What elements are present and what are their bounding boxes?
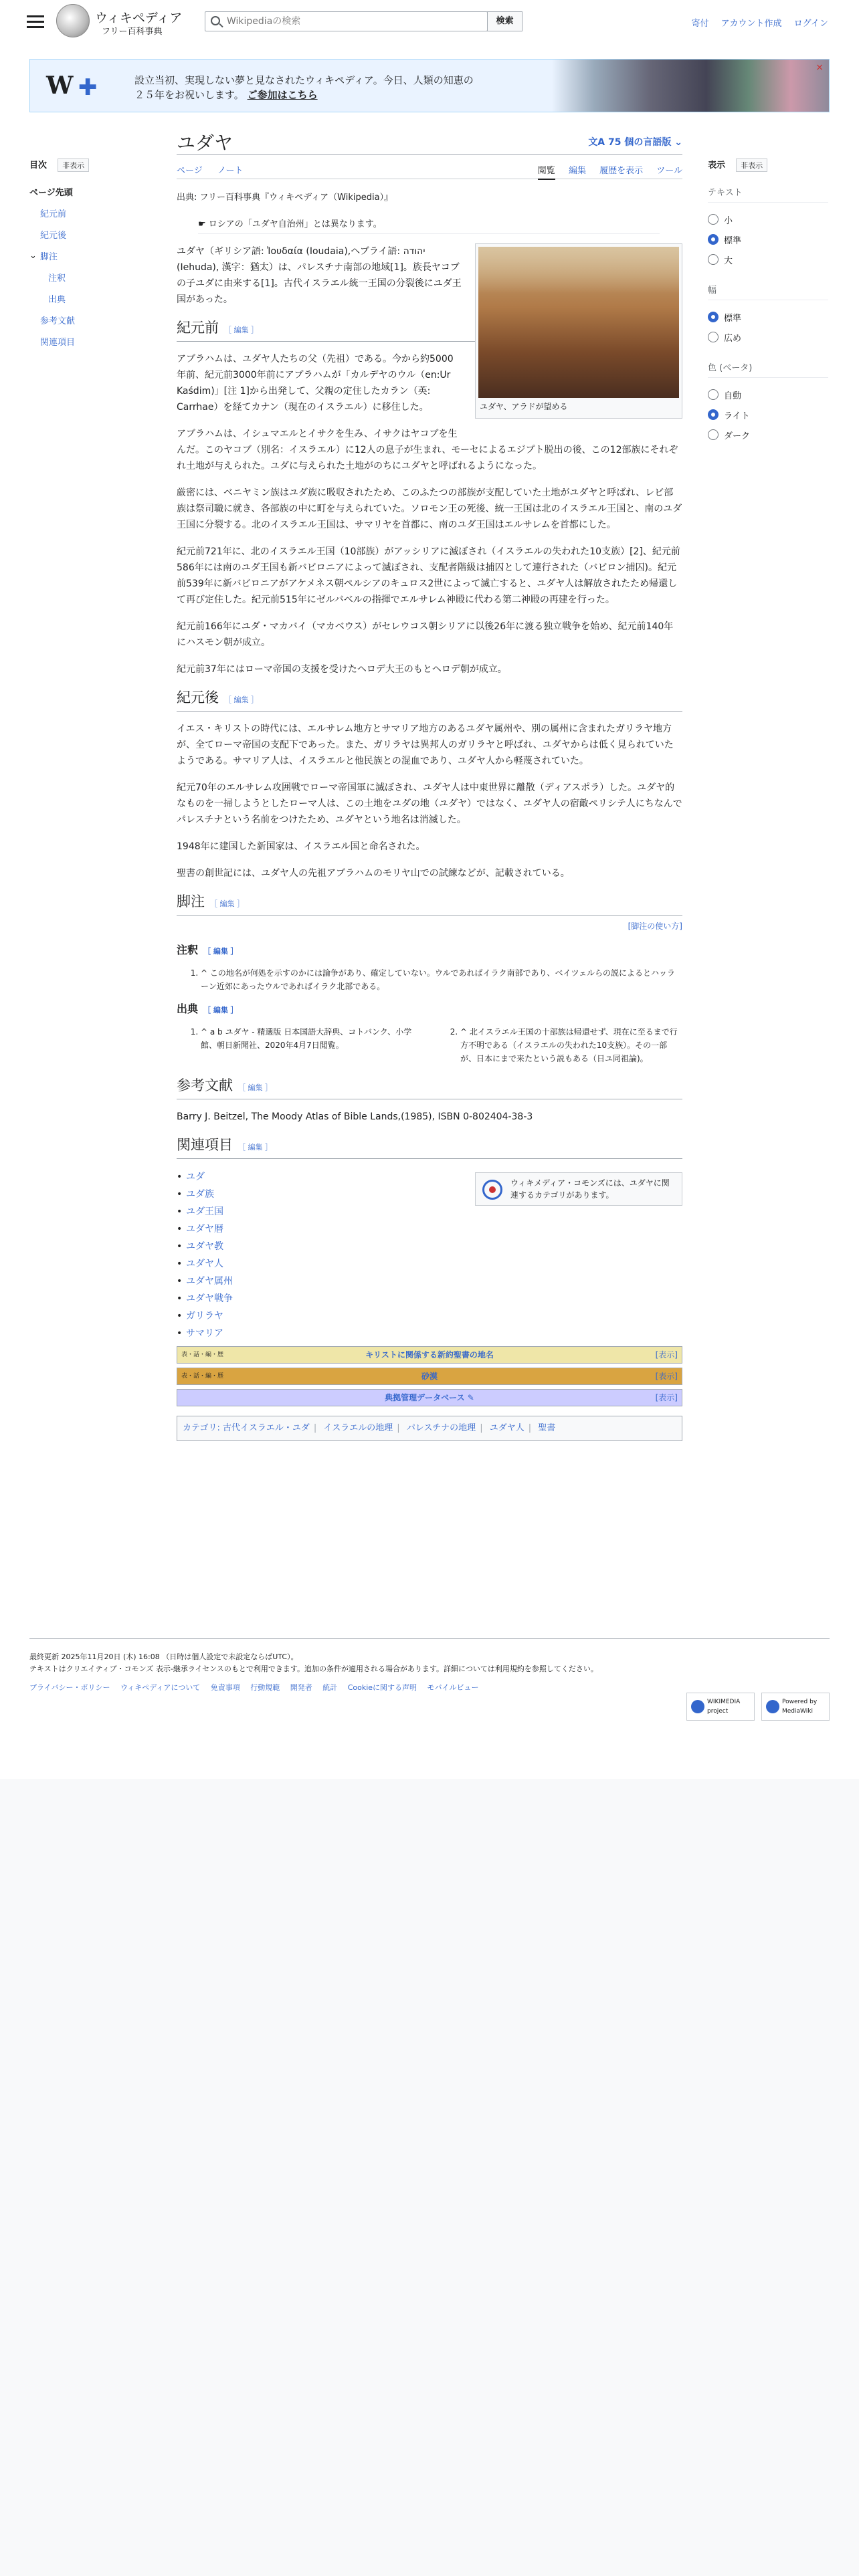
tab-talk[interactable]: ノート [217,166,244,176]
title-bar [177,126,682,155]
toc-item-literature[interactable]: 参考文献 [40,316,76,326]
section-title: 脚注 [177,893,205,909]
subsection-heading [177,1001,682,1018]
article-body [177,243,682,1441]
search-input[interactable] [227,15,481,28]
category-link[interactable]: ユダヤ人 [489,1423,524,1433]
literature-item: Barry J. Beitzel, The Moody Atlas of Bible Lands,(1985), ISBN 0-802404-38-3 [177,1111,533,1122]
category-link[interactable]: 聖書 [538,1423,556,1433]
toc-title: 目次 [29,160,47,171]
login-link[interactable]: ログイン [793,19,828,29]
tab-edit[interactable]: 編集 [568,166,586,176]
wikimedia-badge[interactable]: WIKIMEDIA project [686,1693,755,1721]
page-title: ユダヤ [177,132,233,154]
navbox-title[interactable]: 砂漠 [421,1372,438,1381]
create-account-link[interactable]: アカウント作成 [721,19,782,29]
subsection-title: 出典 [177,1002,199,1015]
related-item[interactable]: • ユダヤ教 [177,1238,682,1255]
radio-icon[interactable] [708,429,719,440]
mediawiki-badge[interactable]: Powered by MediaWiki [761,1693,830,1721]
section-title: 参考文献 [177,1077,233,1093]
radio-option[interactable] [708,385,828,405]
edit-section-link[interactable]: ［ 編集 ］ [224,695,258,704]
divider: | [397,1423,400,1433]
navbox-show-button[interactable]: [表示] [655,1393,678,1402]
from-line: 出典: フリー百科事典『ウィキペディア（Wikipedia）』 [177,193,393,203]
navbox-show-button[interactable]: [表示] [655,1372,678,1381]
radio-label: ダーク [724,431,751,441]
radio-label: 大 [724,255,733,266]
banner-text [134,73,482,102]
language-button[interactable]: 文A 75 個の言語版 ⌄ [588,137,682,148]
toc-item-notes-label[interactable]: 脚注 [40,252,58,262]
tab-history[interactable]: 履歴を表示 [599,166,644,176]
navbox-vte[interactable]: 表・話・編・歴 [181,1352,224,1358]
donate-link[interactable]: 寄付 [691,19,709,29]
source-item: 1. ^ a b ユダヤ - 精選版 日本国語大辞典、コトバンク、小学館、朝日新聞社、2020年4月7日閲覧。 [201,1025,423,1052]
radio-option[interactable] [708,327,828,347]
text-size-group [708,185,828,270]
translate-icon: 文A [588,137,609,148]
radio-icon[interactable] [708,389,719,400]
related-item[interactable]: • ユダヤ属州 [177,1273,682,1290]
logo-title[interactable]: ウィキペディア [95,11,183,25]
toc-item-top[interactable]: ページ先頭 [29,188,73,198]
category-link[interactable]: 古代イスラエル・ユダ [223,1423,310,1433]
footer-link[interactable]: モバイルビュー [427,1683,479,1692]
footer-link[interactable]: ウィキペディアについて [120,1683,201,1692]
categories-label[interactable]: カテゴリ: [183,1423,220,1433]
section-title: 紀元前 [177,320,219,336]
divider: | [313,1423,317,1433]
tab-page[interactable]: ページ [177,166,203,176]
sources-list [177,1025,682,1065]
navbox-show-button[interactable]: [表示] [655,1350,678,1360]
radio-label: ライト [724,411,750,421]
related-list [177,1168,682,1342]
thumbnail-figure[interactable] [475,243,682,419]
category-box [177,1416,682,1441]
banner-cta-link[interactable]: ご参加はこちら [247,89,318,101]
radio-selected-icon[interactable] [708,409,719,420]
navbox-title[interactable]: 典拠管理データベース ✎ [385,1393,474,1402]
related-item[interactable]: • ユダ族 [177,1186,682,1203]
category-link[interactable]: イスラエルの地理 [323,1423,393,1433]
subsection-heading [177,942,682,960]
edit-section-link[interactable]: ［ 編集 ］ [238,1083,272,1092]
license-text: テキストはクリエイティブ・コモンズ 表示-継承ライセンスのもとで利用できます。追加の条件が適用される場合があります。詳細については利用規約を参照してください。 [29,1665,598,1673]
tab-read[interactable]: 閲覧 [538,166,555,180]
edit-section-link[interactable]: ［ 編集 ］ [210,899,244,908]
search-button[interactable]: 検索 [487,11,522,31]
radio-option[interactable] [708,425,828,445]
paragraph: アブラハムは、ユダヤ人たちの父（先祖）である。今から約5000年前、紀元前3000年前にアブラハムが「カルデヤのウル（en:Ur Kaśdim)」[注 1]から出発して、父親の定住したカラン（英: Carrhae）を経てカナン（現在のイスラエル）に移住した。 [177,354,454,413]
radio-option[interactable] [708,307,828,327]
radio-option[interactable] [708,249,828,270]
banner-puzzle-image [552,60,830,112]
related-item[interactable]: • サマリア [177,1325,682,1342]
navbox-desert[interactable] [177,1368,682,1385]
appearance-hide-button[interactable]: 非表示 [736,158,767,172]
radio-icon[interactable] [708,214,719,225]
divider: | [528,1423,532,1433]
page-footer [29,1638,830,1715]
intro-paragraph: ユダヤ（ギリシア語: Ἰουδαία (Ioudaia),ヘブライ語: יהודה (Iehuda), 漢字：猶太）は、パレスチナ南部の地域[1]。族長ヤコブの子ユダに由来する[1]。古代イスラエル統一王国の分裂後にユダ王国があった。 [177,246,462,305]
footnote-usage-label[interactable]: [脚注の使い方] [628,922,682,931]
edit-section-link[interactable]: ［ 編集 ］ [203,947,238,956]
related-item[interactable]: • ユダヤ戦争 [177,1290,682,1307]
footer-link[interactable]: プライバシー・ポリシー [29,1683,110,1692]
radio-label: 自動 [724,391,742,401]
search-icon [211,16,220,25]
footer-link[interactable]: 開発者 [290,1683,312,1692]
group-label: 幅 [708,283,828,300]
banner-message: 設立当初、実現しない夢と見なされたウィキペディア。今日、人類の知恵の２５年をお祝いします。 [134,74,474,101]
radio-option[interactable] [708,229,828,249]
radio-icon[interactable] [708,254,719,265]
navbox-nt-places[interactable] [177,1346,682,1364]
notes-list [177,966,682,993]
related-item[interactable]: • ユダヤ暦 [177,1220,682,1238]
paragraph: 紀元前166年にユダ・マカバイ（マカベウス）がセレウコス朝シリアに以後26年に渡る独立戦争を始め、紀元前140年にハスモン朝が成立。 [177,621,674,648]
logo-subtitle: フリー百科事典 [102,27,163,37]
edit-section-link[interactable]: ［ 編集 ］ [238,1143,272,1152]
radio-option[interactable] [708,209,828,229]
edit-section-link[interactable]: ［ 編集 ］ [224,326,258,334]
page-tabs [177,162,682,179]
last-updated: 最終更新 2025年11月20日 (木) 16:08 （日時は個人設定で未設定ならばUTC）。 [29,1652,298,1661]
table-of-contents [29,158,163,354]
width-group [708,283,828,347]
radio-selected-icon[interactable] [708,312,719,322]
toc-hide-button[interactable]: 非表示 [58,158,89,172]
language-count[interactable]: 75 個の言語版 [608,137,672,148]
appearance-title: 表示 [708,160,726,171]
related-item[interactable]: • ユダ [177,1168,682,1186]
radio-label: 広め [724,333,742,344]
main-menu-icon[interactable] [27,13,44,28]
toc-item-notes[interactable] [29,247,163,268]
search-box[interactable] [205,11,488,31]
navbox-vte[interactable]: 表・話・編・歴 [181,1373,224,1380]
toc-item-bc[interactable]: 紀元前 [40,209,67,219]
radio-label: 標準 [724,313,742,324]
section-heading [177,1137,682,1159]
radio-icon[interactable] [708,332,719,342]
footer-link[interactable]: 統計 [322,1683,338,1692]
radio-selected-icon[interactable] [708,234,719,245]
paragraph: 紀元前721年に、北のイスラエル王国（10部族）がアッシリアに滅ぼされ（イスラエルの失われた10支族）[2]、紀元前586年には南のユダ王国も新バビロニアによって滅ぼされ、支配者階級は捕囚として連行された（バビロン捕囚)。紀元前539年に新バビロニアがアケメネス朝ペルシアのキュロス2世によって滅亡すると、ユダヤ人は解放されたため帰還して再び定住した。紀元前515年にゼルバベルの指揮でエルサレム神殿に代わる第二神殿の再建を行った。 [177,546,680,605]
footer-link[interactable]: 行動規範 [250,1683,280,1692]
color-group [708,360,828,445]
section-title: 紀元後 [177,689,219,706]
section-heading [177,689,682,712]
toc-item-note-sub[interactable]: 注釈 [48,274,66,284]
section-title: 関連項目 [177,1137,233,1153]
group-label: テキスト [708,185,828,203]
thumbnail-image[interactable] [478,247,679,398]
subsection-title: 注釈 [177,944,199,956]
hatnote-text: ロシアの「ユダヤ自治州」とは異なります。 [208,219,382,229]
divider: | [480,1423,483,1433]
footer-link[interactable]: Cookieに関する声明 [347,1683,417,1692]
banner-close-icon[interactable]: × [816,62,824,73]
wikipedia-globe-icon[interactable] [56,4,90,37]
related-item[interactable]: • ユダヤ人 [177,1255,682,1273]
note-item: 1. ^ この地名が何処を示すのかには論争があり、確定していない。ウルであればイラク南部であり、ベイツェルらの説によるとハッラーン近郊にあったウルであればイラク北部である。 [201,966,682,993]
section-heading [177,1077,682,1099]
related-item[interactable]: • ユダ王国 [177,1203,682,1220]
paragraph: 紀元前37年にはローマ帝国の支援を受けたヘロデ大王のもとヘロデ朝が成立。 [177,664,507,675]
paragraph: 1948年に建国した新国家は、イスラエル国と命名された。 [177,841,425,852]
appearance-panel [708,158,828,445]
radio-label: 標準 [724,235,742,246]
related-item[interactable]: • ガリラヤ [177,1307,682,1325]
paragraph: 紀元70年のエルサレム攻囲戦でローマ帝国軍に滅ぼされ、ユダヤ人は中東世界に離散（ディアスポラ）した。ユダヤ的なものを一掃しようとしたローマ人は、この土地をユダの地（ユダヤ）ではなく、ユダヤ人の宿敵ペリシテ人にちなんでパレスチナという名前をつけたため、ユダヤという地名は消滅した。 [177,782,682,825]
wikipedia-25-logo: W [46,72,74,100]
paragraph: イエス・キリストの時代には、エルサレム地方とサマリア地方のあるユダヤ属州や、別の属州に含まれたガリラヤ地方が、全てローマ帝国の支配下であった。また、ガリラヤは異邦人のガリラヤと呼ばれ、ユダヤからは低く見られていたようである。サマリア人は、イスラエルと他民族との混血であり、ユダヤ人から軽蔑されていた。 [177,724,674,766]
fundraising-banner [29,59,830,112]
thumbnail-caption: ユダヤ、アラドが望める [480,402,568,411]
tab-tools[interactable]: ツール [656,166,682,176]
site-header [0,0,859,44]
navbox-title[interactable]: キリストに関係する新約聖書の地名 [365,1350,494,1360]
hatnote [198,217,660,234]
navbox-authority[interactable] [177,1389,682,1406]
section-heading [177,893,682,916]
paragraph: 聖書の創世記には、ユダヤ人の先祖アブラハムのモリヤ山での試練などが、記載されている。 [177,868,570,879]
toc-item-ad[interactable]: 紀元後 [40,231,67,241]
edit-section-link[interactable]: ［ 編集 ］ [203,1006,238,1014]
toc-item-source-sub[interactable]: 出典 [48,295,66,305]
personal-links [682,16,828,29]
radio-option[interactable] [708,405,828,425]
commons-text[interactable]: ウィキメディア・コモンズには、ユダヤに関連するカテゴリがあります。 [510,1178,670,1200]
radio-label: 小 [724,215,733,226]
puzzle-logo-icon: ✚ [78,74,98,101]
hatnote-icon: ☛ [198,219,209,229]
paragraph: 厳密には、ベニヤミン族はユダ族に吸収されたため、このふたつの部族が支配していた土地がユダヤと呼ばれ、レビ部族は祭司職に就き、各部族の中に町を与えられていた。ソロモン王の死後、統一王国は北のイスラエル王国と、南のユダ王国に分裂する。北のイスラエル王国は、サマリヤを首都に、南のユダ王国はエルサレムを首都にした。 [177,488,682,530]
category-link[interactable]: パレスチナの地理 [406,1423,476,1433]
toc-item-related[interactable]: 関連項目 [40,338,76,348]
source-item: 2. ^ 北イスラエル王国の十部族は帰還せず、現在に至るまで行方不明である（イスラエルの失われた10支族）。その一部が、日本にまで来たという説もある（日ユ同祖論)。 [460,1025,682,1065]
chevron-down-icon[interactable]: ⌄ [29,251,37,261]
footnote-usage-link[interactable] [177,918,682,934]
group-label: 色 (ベータ) [708,360,828,378]
paragraph: アブラハムは、イシュマエルとイサクを生み、イサクはヤコブを生んだ。このヤコブ（別名：イスラエル）に12人の息子が生まれ、モーセによるエジプト脱出の後、この12部族にそれぞれ土地が与えられた。ユダに与えられた土地がのちにユダヤと呼ばれるようになった。 [177,429,678,471]
footer-link[interactable]: 免責事項 [210,1683,240,1692]
